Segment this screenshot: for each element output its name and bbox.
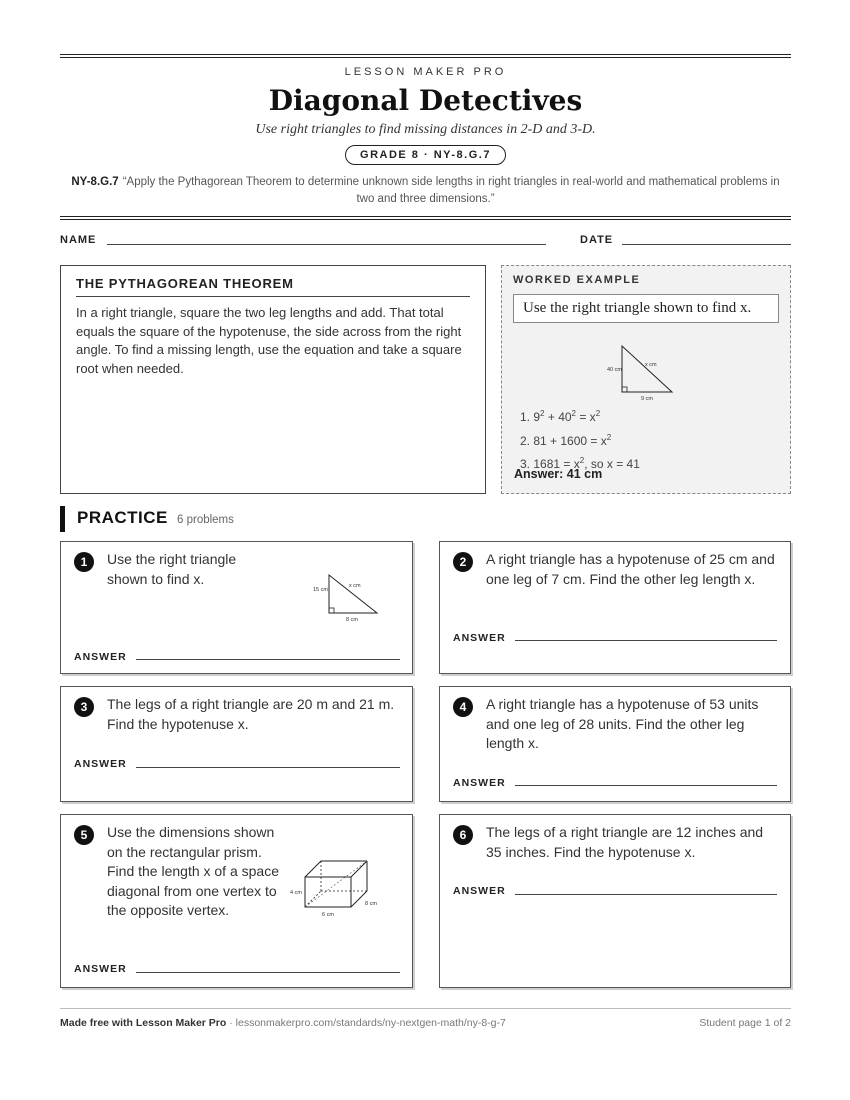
problem-text: The legs of a right triangle are 12 inches and 35 inches. Find the hypotenuse x. bbox=[486, 824, 764, 860]
footer-page-number: Student page 1 of 2 bbox=[699, 1017, 791, 1029]
answer-label: ANSWER bbox=[74, 963, 127, 975]
practice-accent-bar bbox=[60, 506, 65, 532]
problem-1-leg-b-label: 8 cm bbox=[346, 617, 358, 623]
footer-credit bbox=[60, 1017, 506, 1029]
problem-number: 4 bbox=[453, 697, 473, 717]
practice-title: PRACTICE bbox=[77, 508, 168, 527]
worksheet-subtitle: Use right triangles to find missing distances in 2-D and 3-D. bbox=[255, 122, 596, 137]
answer-label: ANSWER bbox=[453, 885, 506, 897]
problem-5-depth-label: 8 cm bbox=[365, 901, 377, 907]
answer-label: ANSWER bbox=[74, 651, 127, 663]
problem-card-5 bbox=[60, 814, 413, 988]
problem-card-4 bbox=[439, 686, 791, 802]
footer-rule bbox=[60, 1008, 791, 1009]
footer-made-with: Made free with Lesson Maker Pro bbox=[60, 1017, 227, 1029]
example-step-2: 2. $81 + 1600 = x^2$ bbox=[520, 432, 612, 448]
grade-badge: GRADE 8 · NY-8.G.7 bbox=[345, 145, 506, 165]
worked-example-answer: Answer: 41 cm bbox=[514, 467, 603, 481]
problem-5-width-label: 6 cm bbox=[322, 912, 334, 918]
problem-1-leg-a-label: 15 cm bbox=[313, 587, 328, 593]
worked-example-box bbox=[501, 265, 791, 494]
standard-text: “Apply the Pythagorean Theorem to determine unknown side lengths in right triangles in real-world and mathematical problems in two and three dimensions.” bbox=[122, 176, 780, 205]
example-step-3: 3. $1681 = x^2$, so x = 41 bbox=[520, 456, 640, 471]
problem-number: 1 bbox=[74, 552, 94, 572]
name-label: NAME bbox=[60, 234, 97, 246]
problem-5-height-label: 4 cm bbox=[290, 890, 302, 896]
problem-text: Use the dimensions shown on the rectangular prism. Find the length x of a space diagonal from one vertex to the opposite vertex. bbox=[107, 824, 279, 918]
worksheet-title: Diagonal Detectives bbox=[268, 84, 583, 117]
problem-text: A right triangle has a hypotenuse of 25 cm and one leg of 7 cm. Find the other leg length x. bbox=[486, 551, 775, 587]
example-hypotenuse-label: x cm bbox=[645, 362, 657, 368]
worked-example-prompt: Use the right triangle shown to find x. bbox=[513, 294, 779, 323]
answer-field[interactable] bbox=[515, 894, 777, 895]
name-field[interactable] bbox=[107, 244, 546, 245]
problem-1-hypotenuse-label: x cm bbox=[349, 583, 361, 589]
worked-example-triangle bbox=[602, 342, 682, 402]
answer-field[interactable] bbox=[515, 640, 777, 641]
answer-label: ANSWER bbox=[453, 777, 506, 789]
problem-text: A right triangle has a hypotenuse of 53 units and one leg of 28 units. Find the other leg length x. bbox=[486, 696, 759, 751]
answer-field[interactable] bbox=[136, 659, 400, 660]
theorem-title: THE PYTHAGOREAN THEOREM bbox=[76, 276, 470, 297]
problem-1-triangle bbox=[309, 572, 389, 626]
footer-url[interactable]: · lessonmakerpro.com/standards/ny-nextgen-math/ny-8-g-7 bbox=[226, 1017, 506, 1029]
date-label: DATE bbox=[580, 234, 614, 246]
problem-card-3 bbox=[60, 686, 413, 802]
header-top-rule bbox=[60, 54, 791, 58]
worked-example-label: WORKED EXAMPLE bbox=[513, 274, 641, 286]
answer-field[interactable] bbox=[136, 767, 400, 768]
problem-text: The legs of a right triangle are 20 m and 21 m. Find the hypotenuse x. bbox=[107, 696, 395, 732]
standard-statement bbox=[70, 174, 781, 208]
problem-number: 5 bbox=[74, 825, 94, 845]
problem-number: 2 bbox=[453, 552, 473, 572]
answer-label: ANSWER bbox=[453, 632, 506, 644]
problem-number: 6 bbox=[453, 825, 473, 845]
standard-code: NY-8.G.7 bbox=[71, 176, 119, 188]
problem-card-2 bbox=[439, 541, 791, 674]
problem-card-6 bbox=[439, 814, 791, 988]
worked-example-steps bbox=[520, 404, 640, 475]
problem-card-1 bbox=[60, 541, 413, 674]
answer-field[interactable] bbox=[515, 785, 777, 786]
example-leg-a-label: 40 cm bbox=[607, 367, 622, 373]
problem-number: 3 bbox=[74, 697, 94, 717]
date-field[interactable] bbox=[622, 244, 791, 245]
theorem-text: In a right triangle, square the two leg lengths and add. That total equals the square of the hypotenuse, the side across from the right angle. To find a missing length, use the equation and take a square root when needed. bbox=[76, 305, 462, 376]
practice-count: 6 problems bbox=[177, 514, 234, 526]
brand-name: LESSON MAKER PRO bbox=[344, 66, 507, 78]
problem-text: Use the right triangle shown to find x. bbox=[107, 551, 237, 587]
problem-5-prism bbox=[287, 855, 383, 919]
header-bottom-rule bbox=[60, 216, 791, 220]
example-step-1: 1. $9^2 + 40^2 = x^2$ bbox=[520, 409, 601, 424]
theorem-box bbox=[60, 265, 486, 494]
answer-field[interactable] bbox=[136, 972, 400, 973]
example-leg-b-label: 9 cm bbox=[641, 396, 653, 402]
answer-label: ANSWER bbox=[74, 758, 127, 770]
